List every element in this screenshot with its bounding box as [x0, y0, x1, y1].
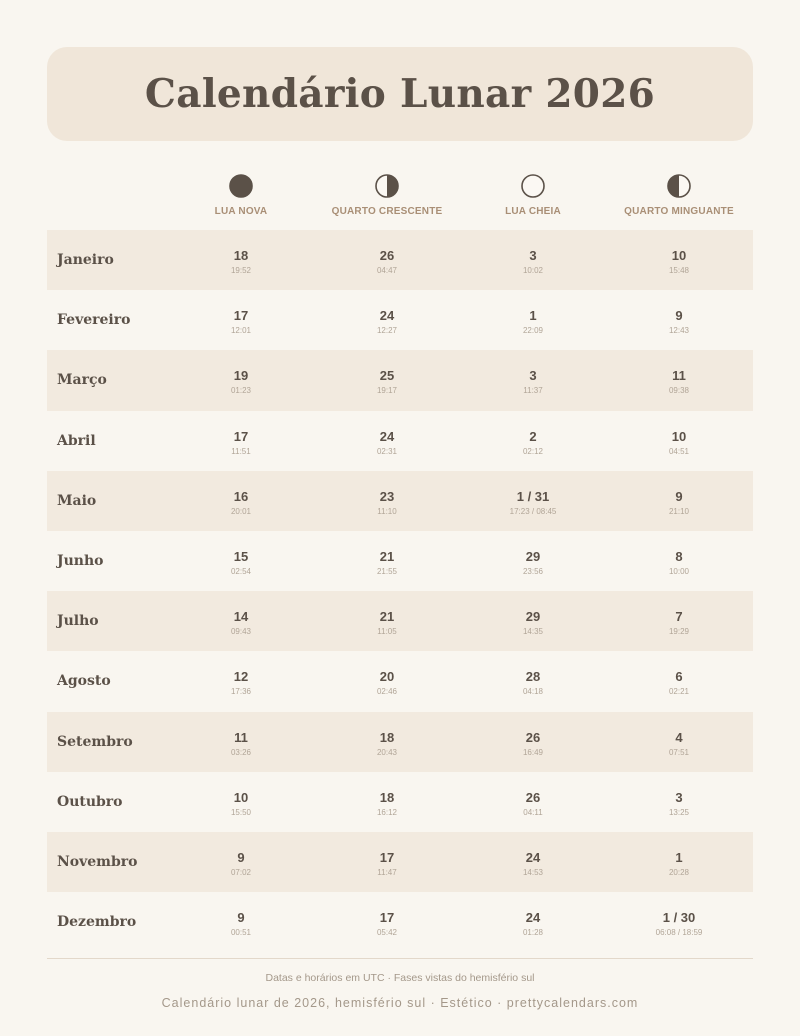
phase-time: 17:36 [230, 687, 252, 697]
phase-time: 16:12 [376, 807, 398, 817]
phase-time: 15:50 [230, 807, 252, 817]
phase-time: 12:01 [230, 326, 252, 336]
phase-cell [589, 549, 769, 577]
phase-time: 22:09 [522, 326, 544, 336]
table-row [47, 591, 753, 651]
month-name: Março [57, 372, 107, 389]
month-name: Maio [57, 492, 97, 509]
phase-day: 1 / 30 [662, 910, 696, 926]
phase-day: 20 [379, 669, 395, 685]
month-name: Fevereiro [57, 312, 131, 329]
month-name: Dezembro [57, 914, 137, 931]
phase-time: 21:10 [668, 506, 690, 516]
phase-cell [589, 850, 769, 878]
phase-time: 10:02 [522, 266, 544, 275]
month-name: Julho [57, 613, 99, 630]
phase-time: 01:28 [522, 928, 544, 938]
phase-day: 10 [671, 428, 687, 444]
phase-day: 3 [675, 789, 683, 805]
month-name: Setembro [57, 733, 133, 750]
phase-day: 16 [233, 488, 249, 504]
first-quarter-moon-icon [375, 174, 399, 198]
phase-day: 17 [379, 849, 395, 865]
phase-time: 12:43 [668, 326, 690, 336]
phase-day: 26 [379, 248, 395, 263]
new-moon-icon [229, 174, 253, 198]
phase-day: 1 [675, 849, 683, 865]
phase-day: 9 [237, 910, 245, 926]
table-row [47, 290, 753, 350]
phase-time: 19:29 [668, 627, 690, 637]
phase-day: 24 [525, 910, 541, 926]
phase-day: 19 [233, 368, 249, 384]
table-row [47, 531, 753, 591]
phase-time: 20:01 [230, 506, 252, 516]
phase-time: 03:26 [230, 747, 252, 757]
phase-day: 3 [529, 368, 537, 384]
phase-time: 14:53 [522, 867, 544, 877]
phase-time: 02:31 [376, 446, 398, 456]
table-row [47, 350, 753, 410]
phase-time: 19:17 [376, 386, 398, 396]
moon-phase-table [47, 230, 753, 952]
phase-time: 04:11 [523, 807, 543, 817]
phase-day: 29 [525, 609, 541, 625]
phase-cell [589, 489, 769, 517]
phase-time: 15:48 [668, 266, 690, 275]
phase-time: 02:21 [668, 687, 690, 697]
phase-day: 18 [233, 248, 249, 263]
phase-time: 04:47 [376, 266, 398, 275]
phase-time: 02:54 [230, 566, 252, 576]
table-row [47, 892, 753, 952]
phase-time: 20:43 [376, 747, 398, 757]
phase-time: 02:12 [522, 446, 544, 456]
table-row [47, 471, 753, 531]
phase-time: 13:25 [668, 807, 690, 817]
phase-day: 9 [237, 849, 245, 865]
phase-day: 21 [379, 548, 395, 564]
phase-cell [589, 308, 769, 336]
phase-time: 11:10 [377, 506, 397, 516]
phase-time: 00:51 [230, 928, 252, 938]
phase-time: 20:28 [668, 867, 690, 877]
phase-day: 21 [379, 609, 395, 625]
phase-time: 07:51 [668, 747, 690, 757]
phase-day: 2 [529, 428, 537, 444]
phase-time: 05:42 [376, 928, 398, 938]
phase-day: 7 [675, 609, 683, 625]
month-name: Agosto [57, 673, 111, 690]
phase-day: 9 [675, 308, 683, 324]
phase-time: 11:51 [231, 446, 251, 456]
phase-label: QUARTO CRESCENTE [331, 206, 443, 217]
month-name: Novembro [57, 853, 138, 870]
phase-time: 11:05 [377, 627, 397, 637]
phase-time: 12:27 [376, 326, 398, 336]
table-row [47, 712, 753, 772]
footer-divider [47, 958, 753, 959]
phase-day: 17 [233, 428, 249, 444]
phase-day: 11 [672, 368, 686, 384]
phase-day: 9 [675, 488, 683, 504]
phase-cell [589, 368, 769, 396]
phase-label: LUA CHEIA [505, 206, 561, 217]
phase-day: 23 [379, 488, 395, 504]
phase-time: 02:46 [376, 687, 398, 697]
phase-time: 04:51 [668, 446, 690, 456]
phase-time: 16:49 [522, 747, 544, 757]
phase-day: 29 [525, 548, 541, 564]
footer-note: Datas e horários em UTC · Fases vistas do hemisfério sul [265, 972, 535, 984]
footer-credit: Calendário lunar de 2026, hemisfério sul · Estético · prettycalendars.com [161, 996, 639, 1010]
phase-day: 1 [529, 308, 537, 324]
phase-day: 6 [675, 669, 683, 685]
phase-day: 4 [675, 729, 683, 745]
phase-day: 17 [233, 308, 249, 324]
month-name: Janeiro [57, 252, 114, 269]
month-name: Outubro [57, 793, 123, 810]
phase-time: 23:56 [522, 566, 544, 576]
phase-day: 18 [379, 729, 395, 745]
phase-day: 12 [233, 669, 249, 685]
last-quarter-moon-icon [667, 174, 691, 198]
phase-day: 10 [671, 248, 687, 263]
phase-day: 10 [233, 789, 249, 805]
phase-time: 07:02 [230, 867, 252, 877]
phase-header-last-quarter [589, 174, 769, 217]
phase-cell [589, 669, 769, 697]
phase-day: 14 [233, 609, 249, 625]
table-row [47, 832, 753, 892]
phase-header [47, 174, 753, 230]
phase-day: 26 [525, 729, 541, 745]
phase-time: 11:47 [377, 867, 397, 877]
page-title: Calendário Lunar 2026 [144, 71, 656, 117]
phase-label: LUA NOVA [214, 206, 268, 217]
phase-label: QUARTO MINGUANTE [624, 206, 734, 217]
phase-cell [589, 910, 769, 938]
phase-time: 14:35 [522, 627, 544, 637]
phase-time: 19:52 [230, 266, 252, 275]
table-row [47, 411, 753, 471]
phase-day: 25 [379, 368, 395, 384]
phase-day: 24 [379, 428, 395, 444]
phase-time: 04:18 [522, 687, 544, 697]
phase-day: 18 [379, 789, 395, 805]
phase-day: 24 [379, 308, 395, 324]
phase-time: 09:38 [668, 386, 690, 396]
phase-cell [589, 790, 769, 818]
month-name: Abril [57, 432, 96, 449]
phase-time: 21:55 [376, 566, 398, 576]
phase-day: 28 [525, 669, 541, 685]
phase-time: 11:37 [523, 386, 543, 396]
phase-day: 1 / 31 [516, 488, 550, 504]
phase-time: 17:23 / 08:45 [509, 506, 557, 516]
table-row [47, 230, 753, 290]
phase-cell [589, 429, 769, 457]
title-banner [47, 47, 753, 141]
full-moon-icon [521, 174, 545, 198]
table-row [47, 651, 753, 711]
phase-cell [589, 248, 769, 276]
phase-cell [589, 730, 769, 758]
phase-day: 15 [233, 548, 249, 564]
phase-day: 11 [234, 729, 248, 745]
phase-time: 10:00 [668, 566, 690, 576]
month-name: Junho [57, 553, 104, 570]
phase-time: 09:43 [230, 627, 252, 637]
phase-time: 01:23 [230, 386, 252, 396]
phase-day: 8 [675, 548, 683, 564]
phase-time: 06:08 / 18:59 [655, 928, 703, 938]
phase-day: 26 [525, 789, 541, 805]
table-row [47, 772, 753, 832]
phase-cell [589, 609, 769, 637]
phase-day: 3 [529, 248, 537, 263]
phase-day: 17 [379, 910, 395, 926]
phase-day: 24 [525, 849, 541, 865]
